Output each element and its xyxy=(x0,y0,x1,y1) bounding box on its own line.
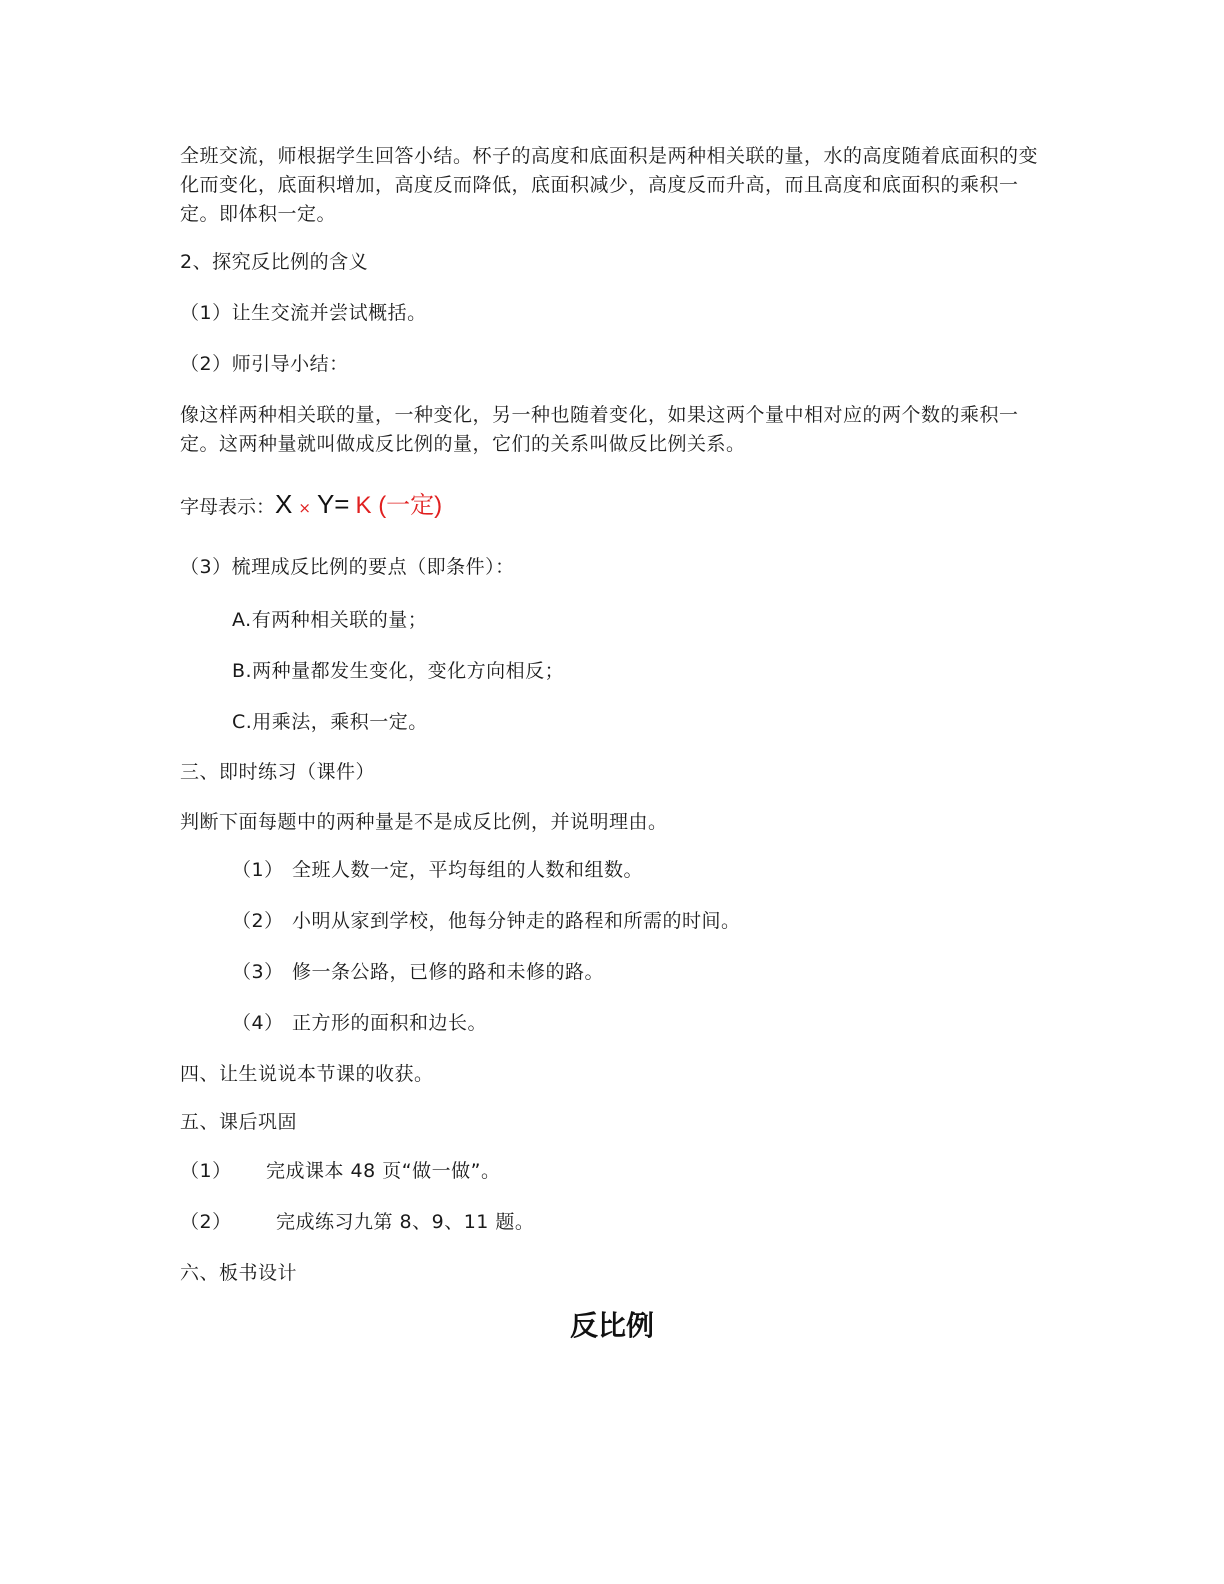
exercise-number: （3） xyxy=(232,961,284,983)
formula-k: K (一定) xyxy=(355,492,443,519)
exercise-item xyxy=(232,907,741,936)
homework-number: （2） xyxy=(180,1211,232,1233)
exercise-item xyxy=(232,1009,487,1038)
section6-heading: 六、板书设计 xyxy=(180,1262,298,1284)
section2-step1: （1）让生交流并尝试概括。 xyxy=(180,302,427,324)
exercise-text: 全班人数一定，平均每组的人数和组数。 xyxy=(292,859,644,881)
point-a: A.有两种相关联的量； xyxy=(232,609,428,631)
formula-line xyxy=(180,486,442,526)
point-c: C.用乘法，乘积一定。 xyxy=(232,711,428,733)
exercise-text: 小明从家到学校，他每分钟走的路程和所需的时间。 xyxy=(292,910,741,932)
formula-y-equals: Y= xyxy=(316,489,350,519)
formula-label: 字母表示： xyxy=(180,496,276,518)
exercise-item xyxy=(232,856,643,885)
board-title: 反比例 xyxy=(569,1309,654,1342)
homework-item xyxy=(180,1157,500,1186)
section3-heading: 三、即时练习（课件） xyxy=(180,761,376,783)
exercise-item xyxy=(232,958,604,987)
exercise-number: （1） xyxy=(232,859,284,881)
section2-step3: （3）梳理成反比例的要点（即条件）： xyxy=(180,556,515,578)
section2-step2: （2）师引导小结： xyxy=(180,353,349,375)
section5-heading: 五、课后巩固 xyxy=(180,1111,298,1133)
definition-paragraph: 像这样两种相关联的量，一种变化，另一种也随着变化，如果这两个量中相对应的两个数的乘积一定。这两种量就叫做成反比例的量，它们的关系叫做反比例关系。 xyxy=(180,404,1019,455)
exercise-number: （4） xyxy=(232,1012,284,1034)
exercise-text: 修一条公路，已修的路和未修的路。 xyxy=(292,961,605,983)
homework-text: 完成练习九第 8、9、11 题。 xyxy=(276,1211,535,1233)
section3-instruction: 判断下面每题中的两种量是不是成反比例，并说明理由。 xyxy=(180,811,668,833)
point-b: B.两种量都发生变化，变化方向相反； xyxy=(232,660,565,682)
section2-heading: 2、探究反比例的含义 xyxy=(180,251,369,273)
exercise-text: 正方形的面积和边长。 xyxy=(292,1012,488,1034)
formula-x: X xyxy=(275,489,293,519)
exercise-number: （2） xyxy=(232,910,284,932)
homework-text: 完成课本 48 页“做一做”。 xyxy=(266,1160,501,1182)
homework-item xyxy=(180,1208,534,1237)
homework-number: （1） xyxy=(180,1160,232,1182)
summary-paragraph: 全班交流，师根据学生回答小结。杯子的高度和底面积是两种相关联的量，水的高度随着底面积的变化而变化，底面积增加，高度反而降低，底面积减少，高度反而升高，而且高度和底面积的乘积一定。即体积一定。 xyxy=(180,145,1039,225)
formula-times: × xyxy=(298,499,311,517)
section4-heading: 四、让生说说本节课的收获。 xyxy=(180,1063,434,1085)
